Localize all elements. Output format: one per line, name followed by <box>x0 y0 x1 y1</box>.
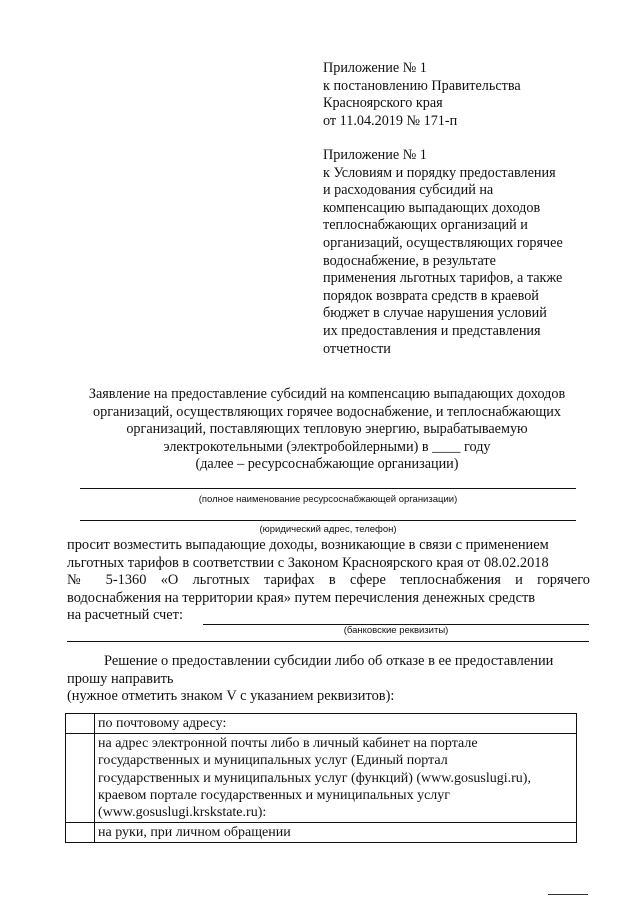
table-row <box>66 734 577 823</box>
option-text: государственных и муниципальных услуг (Единый портал <box>98 753 448 769</box>
org-name-line <box>80 488 576 489</box>
request-line: на расчетный счет: <box>67 607 183 624</box>
address-line <box>80 520 576 521</box>
checkbox-cell[interactable] <box>66 714 95 734</box>
checkbox-cell[interactable] <box>66 823 95 843</box>
decision-line: (нужное отметить знаком V с указанием реквизитов): <box>67 688 395 705</box>
option-cell <box>95 823 577 843</box>
appendix-2-line: применения льготных тарифов, а также <box>323 270 563 287</box>
title-line: (далее – ресурсоснабжающие организации) <box>195 456 459 473</box>
checkbox-cell[interactable] <box>66 734 95 823</box>
title-line: Заявление на предоставление субсидий на компенсацию выпадающих доходов <box>88 386 566 402</box>
table-row <box>66 823 577 843</box>
table-row <box>66 714 577 734</box>
appendix-2-line: организаций, осуществляющих горячее <box>323 234 563 251</box>
option-text: краевом портале государственных и муниципальных услуг <box>98 787 451 803</box>
option-text: на руки, при личном обращении <box>98 825 291 841</box>
address-caption: (юридический адрес, телефон) <box>259 524 397 535</box>
account-line-2 <box>67 641 589 642</box>
appendix-1-line: от 11.04.2019 № 171-п <box>323 112 458 129</box>
appendix-2-line: и расходования субсидий на <box>323 182 494 199</box>
appendix-2-line: Приложение № 1 <box>323 147 427 163</box>
org-name-caption: (полное наименование ресурсоснабжающей организации) <box>198 494 458 505</box>
title-line: электрокотельными (электробойлерными) в ____ году <box>163 438 491 455</box>
option-text: (www.gosuslugi.krskstate.ru): <box>98 805 267 821</box>
application-title <box>62 386 592 474</box>
title-line: организаций, осуществляющих горячее водоснабжение, и теплоснабжающих <box>93 403 561 420</box>
request-line: просит возместить выпадающие доходы, возникающие в связи с применением <box>67 537 549 553</box>
appendix-2-line: компенсацию выпадающих доходов <box>323 199 541 216</box>
request-paragraph <box>67 537 590 625</box>
appendix-2-line: водоснабжение, в результате <box>323 252 496 269</box>
delivery-options-table <box>65 713 577 843</box>
request-line: льготных тарифов в соответствии с Законом Красноярского края от 08.02.2018 <box>67 554 549 571</box>
request-line: водоснабжения на территории края» путем перечисления денежных средств <box>67 589 536 606</box>
appendix-2-line: бюджет в случае нарушения условий <box>323 305 547 322</box>
decision-line: Решение о предоставлении субсидии либо об отказе в ее предоставлении <box>104 653 554 669</box>
appendix-2-line: их предоставления и представления <box>323 322 541 339</box>
option-text: по почтовому адресу: <box>98 716 227 731</box>
appendix-1-line: Приложение № 1 <box>323 60 427 76</box>
appendix-2-line: порядок возврата средств в краевой <box>323 287 539 304</box>
appendix-1-line: Красноярского края <box>323 95 443 112</box>
title-line: организаций, поставляющих тепловую энергию, вырабатываемую <box>126 421 528 438</box>
option-text: на адрес электронной почты либо в личный кабинет на портале <box>98 736 478 752</box>
option-text: государственных и муниципальных услуг (функций) (www.gosuslugi.ru), <box>98 770 531 786</box>
decision-line: прошу направить <box>67 670 174 687</box>
appendix-1-header <box>323 60 593 130</box>
appendix-1-line: к постановлению Правительства <box>323 77 521 94</box>
bank-caption: (банковские реквизиты) <box>343 625 449 636</box>
option-cell <box>95 734 577 823</box>
appendix-2-line: отчетности <box>323 340 391 357</box>
appendix-2-line: к Условиям и порядку предоставления <box>323 164 556 181</box>
appendix-conditions-header <box>323 147 593 358</box>
appendix-2-line: теплоснабжающих организаций и <box>323 217 528 234</box>
footer-mark <box>548 894 588 895</box>
decision-paragraph <box>67 653 590 706</box>
request-line: № 5-1360 «О льготных тарифах в сфере теплоснабжения и горячего <box>67 572 590 589</box>
option-cell <box>95 714 577 734</box>
